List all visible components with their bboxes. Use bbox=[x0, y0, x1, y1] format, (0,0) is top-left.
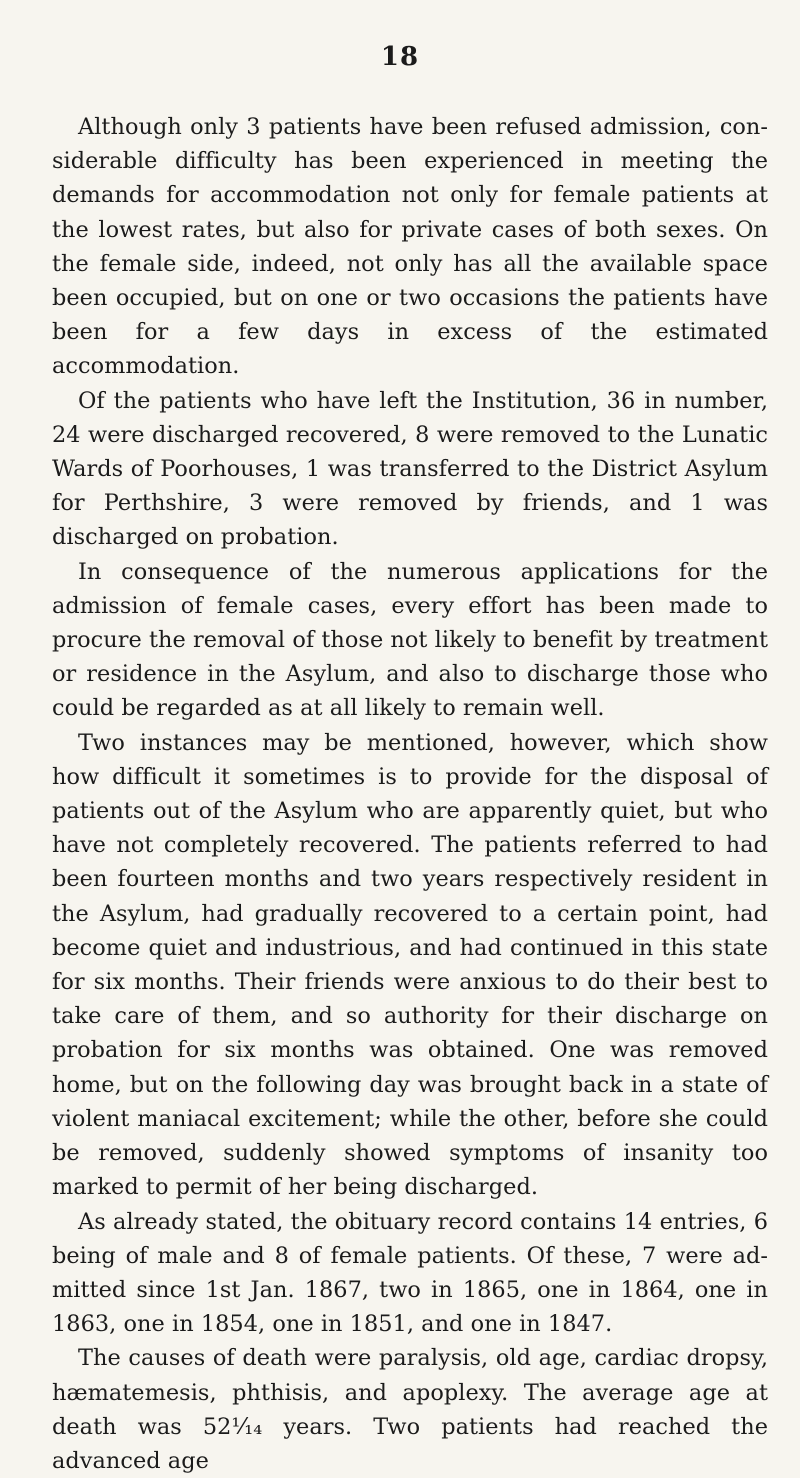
paragraph-causes-of-death: The causes of death were paralysis, old age, cardiac dropsy, hæmatemesis, phthisis, and apoplexy. The average age at death was 52¹⁄₁₄ years. Two patients had reached the advanced age bbox=[52, 1345, 768, 1474]
body-text bbox=[52, 110, 768, 1478]
paragraph-removals: In consequence of the numerous applications for the admission of female cases, every effort has been made to procure the removal of those not likely to benefit by treatment or residence in the Asylum, and also to discharge those who could be regarded as at all likely to remain well. bbox=[52, 558, 768, 722]
paragraph-obituary: As already stated, the obituary record contains 14 entries, 6 being of male and 8 of female patients. Of these, 7 were admitted since 1st Jan. 1867, two in 1865, one in 1864, one in 1863, one in 1854, one in 1851, and one in 1847. bbox=[52, 1208, 768, 1338]
page-number: 18 bbox=[380, 42, 420, 72]
paragraph-instances: Two instances may be mentioned, however, which show how difficult it sometimes is to provide for the disposal of patients out of the Asylum who are apparently quiet, but who have not completely recovered. The patients referred to had been fourteen months and two years respectively resident in the Asylum, had gradually recovered to a certain point, had become quiet and industrious, and had continued in this state for six months. Their friends were anxious to do their best to take care of them, and so authority for their discharge on probation for six months was obtained. One was removed home, but on the following day was brought back in a state of violent maniacal excitement; while the other, before she could be removed, suddenly showed symptoms of insanity too marked to permit of her being discharged. bbox=[52, 729, 768, 1201]
paragraph-admissions: Although only 3 patients have been refused admission, considerable difficulty has been experienced in meeting the demands for accommodation not only for female patients at the lowest rates, but also for private cases of both sexes. On the female side, indeed, not only has all the available space been occupied, but on one or two occasions the patients have been for a few days in excess of the estimated accommodation. bbox=[52, 114, 768, 380]
paragraph-discharges: Of the patients who have left the Institution, 36 in number, 24 were discharged recovered, 8 were removed to the Lunatic Wards of Poorhouses, 1 was transferred to the District Asylum for Perthshire, 3 were removed by friends, and 1 was discharged on probation. bbox=[52, 387, 768, 551]
